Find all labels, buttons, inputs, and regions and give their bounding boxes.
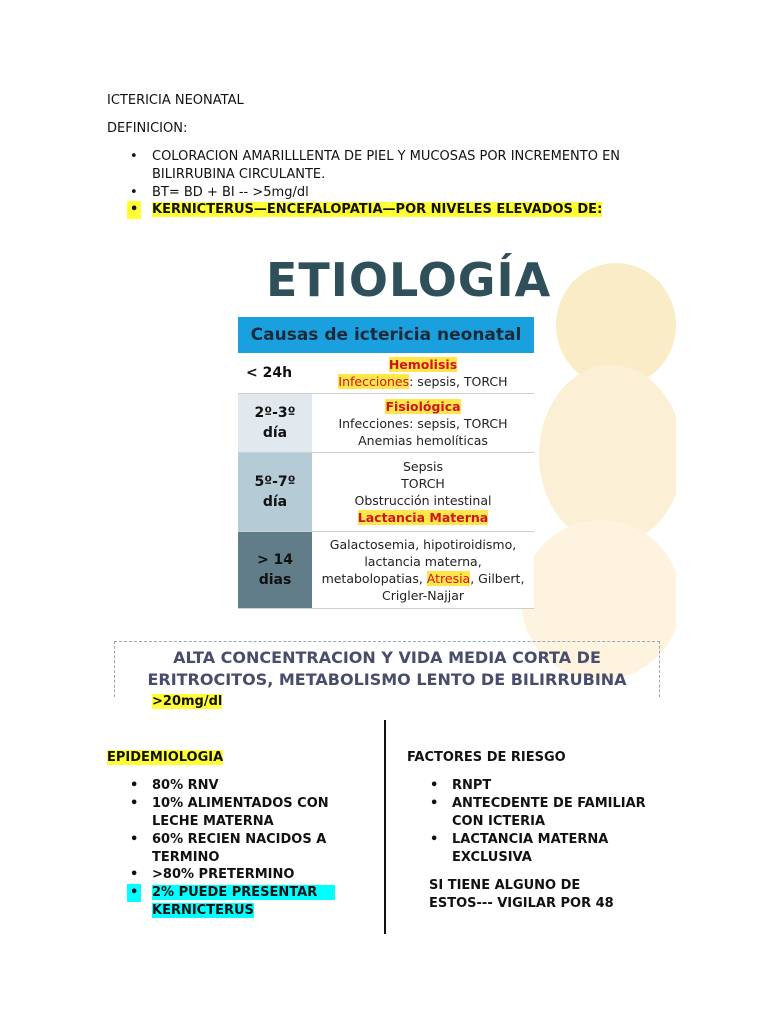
cause-metabolopatias: metabolopatias, <box>321 571 427 586</box>
bullet-icon: • <box>130 185 138 200</box>
cause-infecciones-rest: : sepsis, TORCH <box>409 374 508 389</box>
table-row <box>238 453 534 532</box>
row-causes <box>312 453 534 531</box>
definicion-text-2: BT= BD + BI -- >5mg/dl <box>152 185 309 200</box>
factor-text: CON ICTERIA <box>452 814 546 829</box>
table-row <box>238 532 534 609</box>
row-label-line2: día <box>262 494 288 510</box>
footer-text <box>114 647 660 691</box>
epi-text: 10% ALIMENTADOS CON <box>152 796 329 811</box>
epi-item-5 <box>130 884 335 920</box>
table-title: Causas de ictericia neonatal <box>238 317 534 353</box>
cause-gilbert: , Gilbert, <box>470 571 525 586</box>
epi-text: 80% RNV <box>152 778 219 793</box>
footer-line-2: ERITROCITOS, METABOLISMO LENTO DE BILIRRUBINA <box>147 670 627 689</box>
doc-title: ICTERICIA NEONATAL <box>107 93 244 108</box>
cause-hemolisis: Hemolisis <box>388 357 458 372</box>
row-causes <box>312 353 534 393</box>
etiology-title: ETIOLOGÍA <box>266 253 552 307</box>
row-label <box>238 394 312 452</box>
row-label-line1: > 14 <box>256 552 294 568</box>
row-causes <box>312 532 534 608</box>
definicion-text-1b: BILIRRUBINA CIRCULANTE. <box>152 167 326 182</box>
cause-line: Galactosemia, hipotiroidismo, <box>329 537 517 552</box>
bullet-icon: • <box>130 832 139 847</box>
level-value: >20mg/dl <box>152 694 223 709</box>
epidemiologia-heading-text: EPIDEMIOLOGIA <box>107 750 224 765</box>
bullet-icon: • <box>430 778 439 793</box>
bullet-icon: • <box>127 201 141 219</box>
table-row <box>238 353 534 394</box>
bullet-icon: • <box>430 796 439 811</box>
definicion-text-3: KERNICTERUS—ENCEFALOPATIA—POR NIVELES ELEVADOS DE: <box>152 202 603 217</box>
bullet-icon: • <box>130 149 138 164</box>
row-label-line2: dias <box>258 572 292 588</box>
bullet-icon: • <box>130 867 139 882</box>
definicion-label: DEFINICION: <box>107 121 188 136</box>
epi-text: 60% RECIEN NACIDOS A <box>152 832 327 847</box>
factor-item-3 <box>430 831 609 867</box>
row-label <box>238 532 312 608</box>
epidemiologia-heading <box>107 749 223 767</box>
row-label-text: < 24h <box>246 365 293 381</box>
factor-text: EXCLUSIVA <box>452 850 532 865</box>
epi-item-1 <box>130 777 219 795</box>
cause-line: Infecciones: sepsis, TORCH <box>338 415 508 431</box>
cause-line: TORCH <box>401 476 445 491</box>
row-label <box>238 353 320 393</box>
cause-infecciones: Infecciones <box>338 374 410 389</box>
bullet-icon: • <box>130 796 139 811</box>
note-line-2: ESTOS--- VIGILAR POR 48 <box>429 896 614 911</box>
epi-text: 2% PUEDE PRESENTAR <box>152 885 335 900</box>
epi-text: TERMINO <box>152 850 220 865</box>
cause-lactancia: Lactancia Materna <box>357 510 489 525</box>
epi-text: >80% PRETERMINO <box>152 867 295 882</box>
cause-fisiologica: Fisiológica <box>385 398 461 414</box>
factor-item-2 <box>430 795 646 831</box>
row-label-line1: 5º-7º <box>254 474 296 490</box>
factor-text: LACTANCIA MATERNA <box>452 832 609 847</box>
bullet-icon: • <box>130 778 139 793</box>
level-text <box>152 693 222 711</box>
etiology-figure <box>114 245 676 697</box>
column-divider <box>384 720 386 934</box>
definicion-item-2 <box>130 184 309 202</box>
cause-line: lactancia materna, <box>364 554 482 569</box>
cause-line: Sepsis <box>402 459 444 474</box>
epi-text: LECHE MATERNA <box>152 814 274 829</box>
epi-item-2 <box>130 795 329 831</box>
row-label <box>238 453 312 531</box>
bullet-icon: • <box>127 884 141 902</box>
bullet-icon: • <box>430 832 439 847</box>
footer-line-1: ALTA CONCENTRACION Y VIDA MEDIA CORTA DE <box>173 648 601 667</box>
note-line-1: SI TIENE ALGUNO DE <box>429 878 581 893</box>
factor-item-1 <box>430 777 492 795</box>
row-label-line2: día <box>262 425 288 441</box>
factores-note <box>429 877 614 913</box>
epi-text: KERNICTERUS <box>152 903 254 918</box>
cause-line: Crigler-Najjar <box>381 588 465 603</box>
row-causes <box>312 394 534 452</box>
cause-atresia: Atresia <box>426 571 471 586</box>
row-label-line1: 2º-3º <box>254 405 296 421</box>
cause-line: Anemias hemolíticas <box>358 432 488 448</box>
epi-item-3 <box>130 831 327 867</box>
factor-text: ANTECDENTE DE FAMILIAR <box>452 796 646 811</box>
definicion-item-3 <box>130 201 603 219</box>
cause-line: Obstrucción intestinal <box>354 493 492 508</box>
factor-text: RNPT <box>452 778 492 793</box>
epi-item-4 <box>130 866 295 884</box>
factores-heading: FACTORES DE RIESGO <box>407 750 566 765</box>
definicion-item-1 <box>130 148 621 184</box>
table-row <box>238 394 534 453</box>
definicion-text-1a: COLORACION AMARILLLENTA DE PIEL Y MUCOSAS POR INCREMENTO EN <box>152 149 621 164</box>
